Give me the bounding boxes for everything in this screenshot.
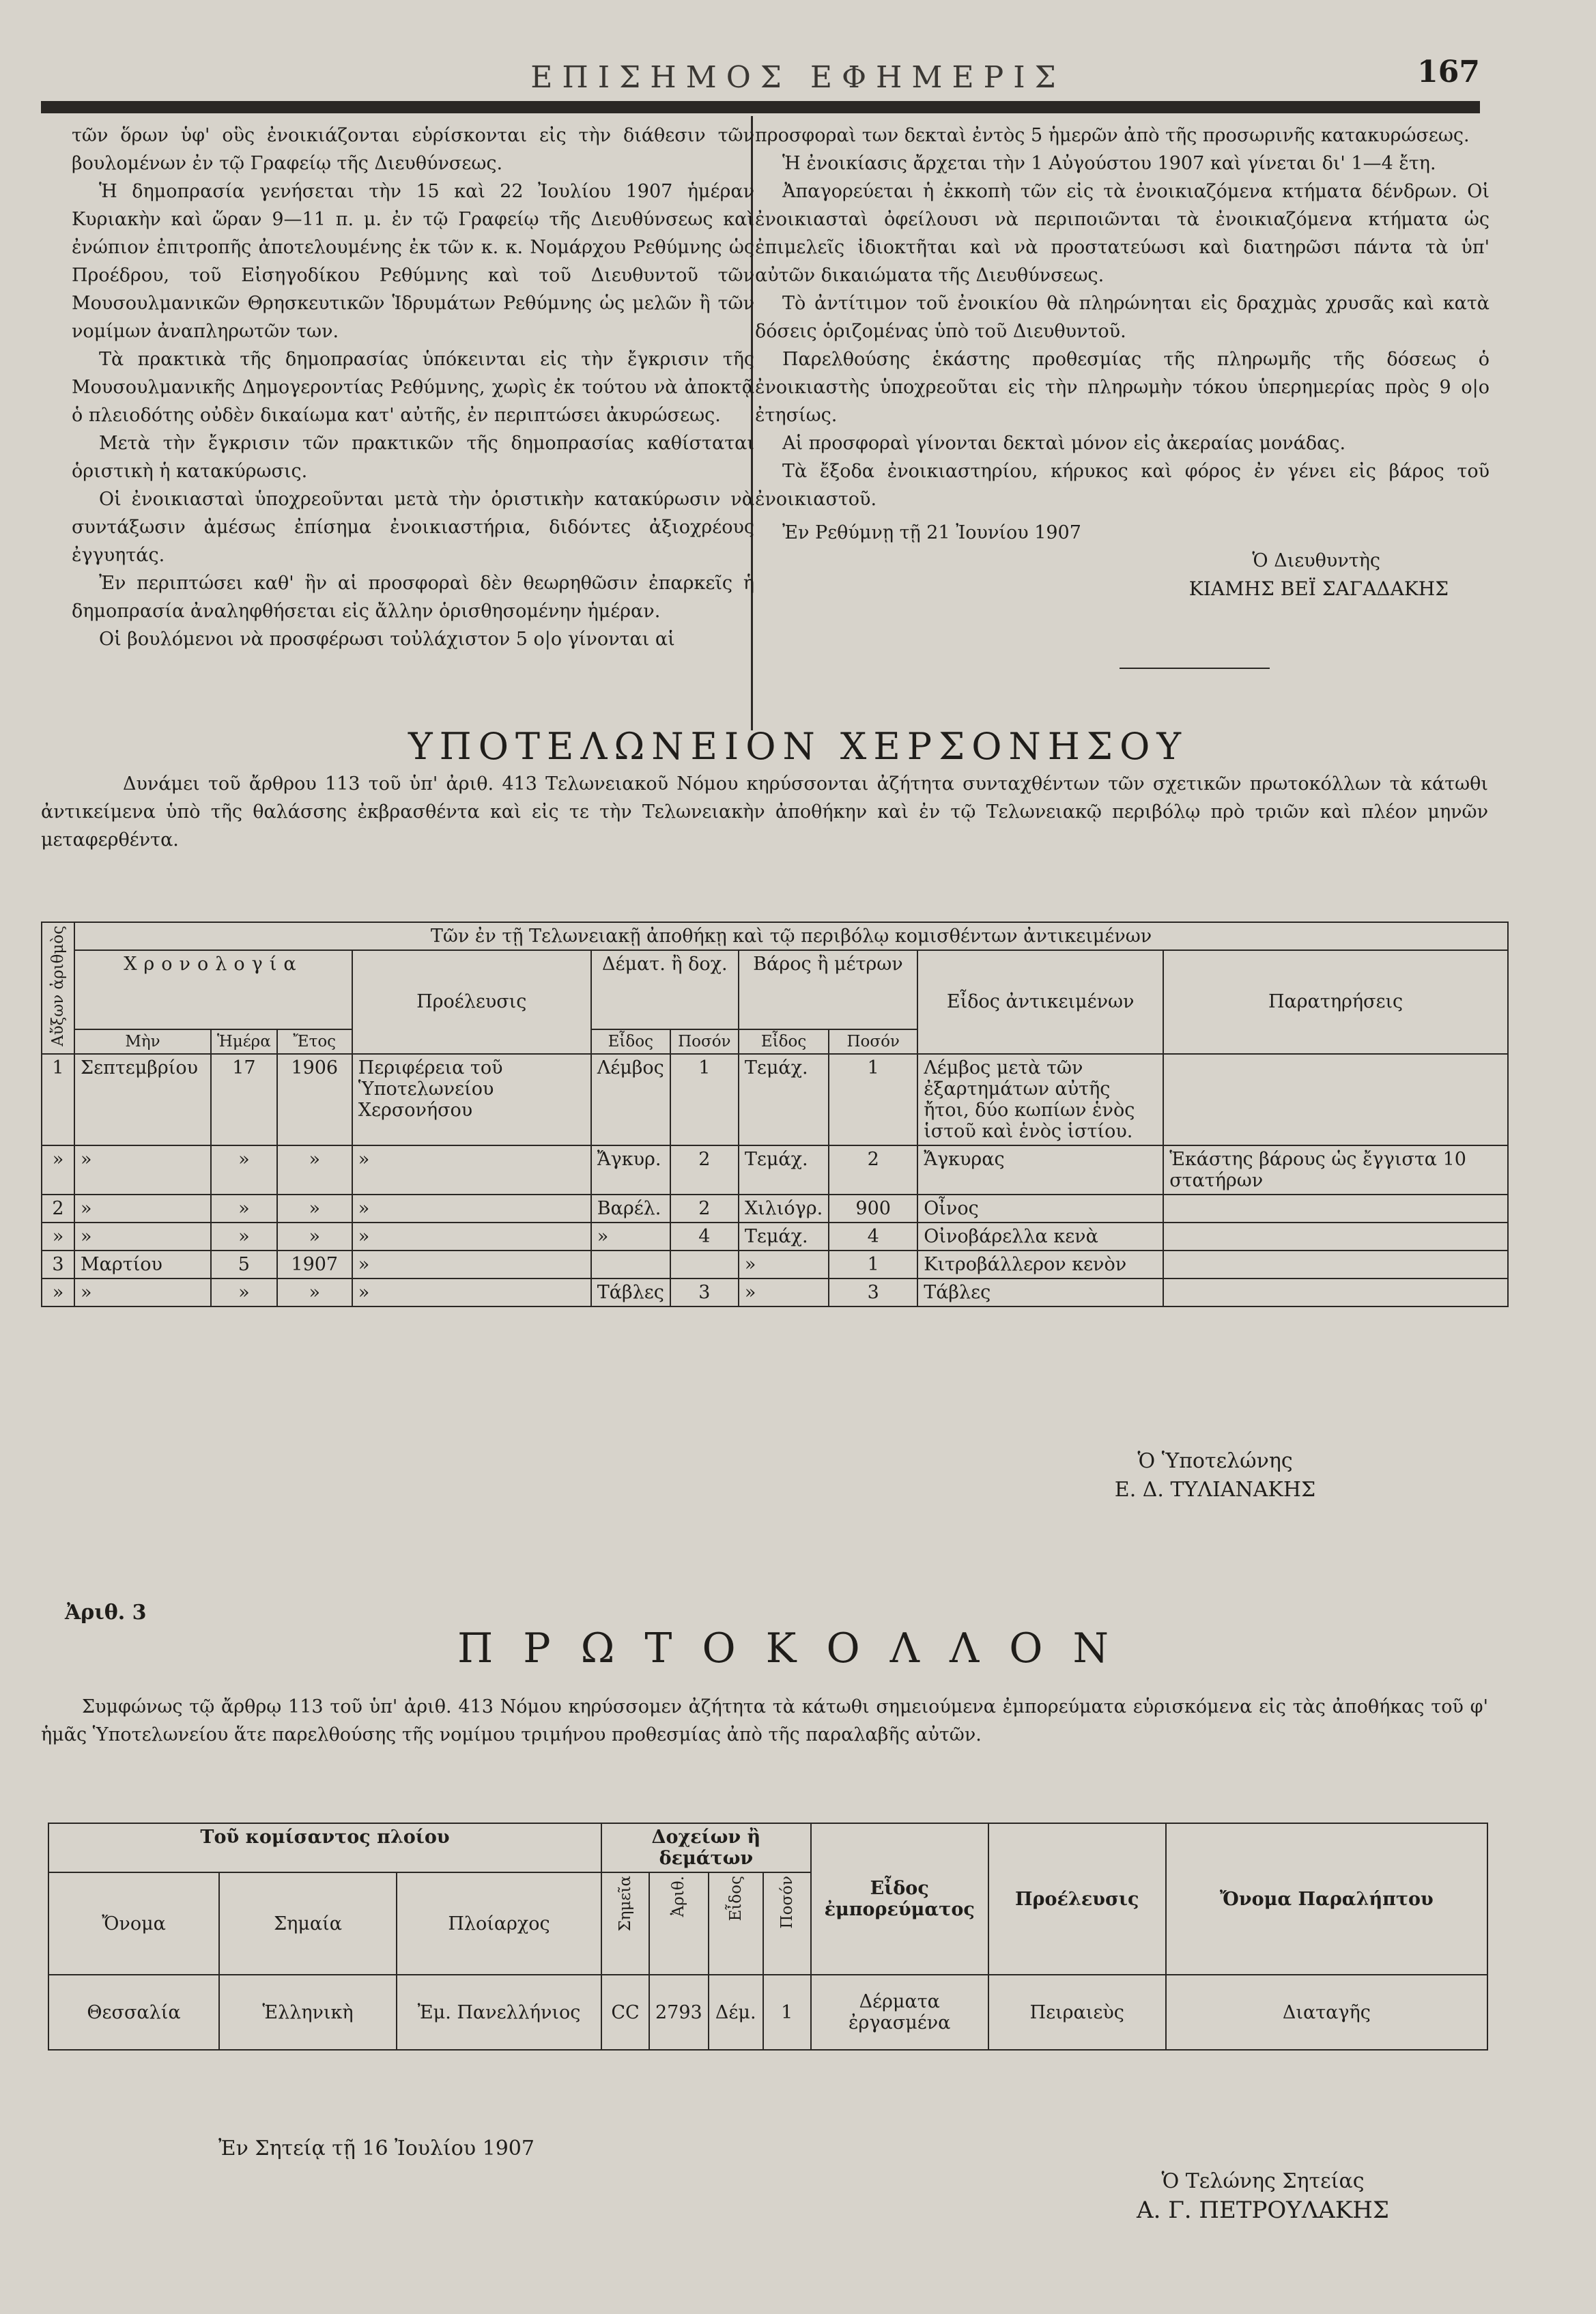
cell-year: » bbox=[277, 1223, 352, 1251]
cell-month: » bbox=[74, 1223, 211, 1251]
cell-notes bbox=[1163, 1279, 1508, 1306]
left-column bbox=[72, 122, 754, 653]
cell-w-qty: 2 bbox=[829, 1145, 917, 1195]
section2-signature bbox=[1051, 2167, 1474, 2225]
signature-role: Ὁ Διευθυντὴς bbox=[1252, 550, 1380, 571]
cell-origin: » bbox=[352, 1251, 591, 1279]
col-chronology: Χρονολογία bbox=[74, 950, 352, 1029]
col-pkg-qty: Ποσόν bbox=[670, 1029, 739, 1054]
cell-w-kind: » bbox=[739, 1279, 829, 1306]
header-origin: Προέλευσις bbox=[988, 1823, 1166, 1975]
cell-kind: Οἰνοβάρελλα κενὰ bbox=[917, 1223, 1163, 1251]
section-title-protocol: ΠΡΩΤΟΚΟΛΛΟΝ bbox=[457, 1625, 1139, 1672]
cell-w-qty: 1 bbox=[829, 1251, 917, 1279]
paragraph: Ἀπαγορεύεται ἡ ἐκκοπὴ τῶν εἰς τὰ ἐνοικιαζόμενα κτήματα δένδρων. Οἱ ἐνοικιασταὶ ὀφείλουσι νὰ περιποιῶνται τὰ ἐνοικιαζόμενα κτήματα ὡς ἐπιμελεῖς ἰδιοκτῆται καὶ νὰ προστατεύωσι καὶ διατηρῶσι πάντα τὰ ὑπ' αὐτῶν δικαιώματα τῆς Διευθύνσεως. bbox=[755, 181, 1490, 286]
goods-table bbox=[48, 1823, 1488, 2051]
cell-w-qty: 4 bbox=[829, 1223, 917, 1251]
paragraph: Παρελθούσης ἑκάστης προθεσμίας τῆς πληρωμῆς τῆς δόσεως ὁ ἐνοικιαστὴς ὑποχρεοῦται εἰς τὴν πληρωμὴν τόκου ὑπερημερίας πρὸς 9 ο|ο ἐτησίως. bbox=[755, 349, 1490, 426]
cell-year: » bbox=[277, 1145, 352, 1195]
record-number: Ἀριθ. 3 bbox=[65, 1601, 147, 1625]
cell-year: 1906 bbox=[277, 1054, 352, 1145]
col-pkg-kind: Εἶδος bbox=[591, 1029, 670, 1054]
header-goods: Εἶδος ἐμπορεύματος bbox=[811, 1823, 988, 1975]
cell-month: Σεπτεμβρίου bbox=[74, 1054, 211, 1145]
col-kind: Εἶδος ἀντικειμένων bbox=[917, 950, 1163, 1054]
cell-day: » bbox=[211, 1223, 277, 1251]
cell-pkg-qty: 3 bbox=[670, 1279, 739, 1306]
cell-aa: 1 bbox=[42, 1054, 74, 1145]
cell-year: 1907 bbox=[277, 1251, 352, 1279]
cell-kind: Ἄγκυρας bbox=[917, 1145, 1163, 1195]
col-month: Μὴν bbox=[74, 1029, 211, 1054]
col-notes: Παρατηρήσεις bbox=[1163, 950, 1508, 1054]
cell-kind: Λέμβος μετὰ τῶν ἐξαρτημάτων αὐτῆς ἤτοι, δύο κωπίων ἑνὸς ἱστοῦ καὶ ἑνὸς ἱστίου. bbox=[917, 1054, 1163, 1145]
cell-day: 5 bbox=[211, 1251, 277, 1279]
cell-origin: Περιφέρεια τοῦ Ὑποτελωνείου Χερσονήσου bbox=[352, 1054, 591, 1145]
cell-w-kind: Τεμάχ. bbox=[739, 1054, 829, 1145]
table-row bbox=[42, 1195, 1508, 1223]
cell-kind: Κιτροβάλλερον κενὸν bbox=[917, 1251, 1163, 1279]
header-rule bbox=[41, 101, 1480, 113]
col-weight: Βάρος ἢ μέτρων bbox=[739, 950, 917, 1029]
col-year: Ἔτος bbox=[277, 1029, 352, 1054]
cell-month: Μαρτίου bbox=[74, 1251, 211, 1279]
table-row bbox=[42, 1251, 1508, 1279]
cell-origin: » bbox=[352, 1223, 591, 1251]
paragraph: Τὸ ἀντίτιμον τοῦ ἐνοικίου θὰ πληρώνηται εἰς δραχμὰς χρυσᾶς καὶ κατὰ δόσεις ὁριζομένας ὑπὸ τοῦ Διευθυντοῦ. bbox=[755, 293, 1490, 342]
cell-day: » bbox=[211, 1279, 277, 1306]
signature-role: Ὁ Ὑποτελώνης bbox=[1137, 1449, 1293, 1473]
paragraph: Ἡ ἐνοικίασις ἄρχεται τὴν 1 Αὐγούστου 1907 καὶ γίνεται δι' 1—4 ἔτη. bbox=[782, 153, 1436, 174]
cell-origin: » bbox=[352, 1279, 591, 1306]
paragraph: Τὰ πρακτικὰ τῆς δημοπρασίας ὑπόκεινται εἰς τὴν ἔγκρισιν τῆς Μουσουλμανικῆς Δημογεροντίας Ρεθύμνης, χωρὶς ἐκ τούτου νὰ ἀποκτᾷ ὁ πλειοδότης οὐδὲν δικαίωμα κατ' αὐτῆς, ἐν περιπτώσει ἀκυρώσεως. bbox=[72, 349, 754, 426]
section-title-hyposteloneio: ΥΠΟΤΕΛΩΝΕΙΟΝ ΧΕΡΣΟΝΗΣΟΥ bbox=[408, 725, 1188, 768]
cell-day: » bbox=[211, 1145, 277, 1195]
cell-pkg-kind: » bbox=[591, 1223, 670, 1251]
cell-w-qty: 1 bbox=[829, 1054, 917, 1145]
signature-name: Ε. Δ. ΤΥΛΙΑΝΑΚΗΣ bbox=[1114, 1478, 1316, 1502]
cell-year: » bbox=[277, 1279, 352, 1306]
cell-origin: Πειραιεὺς bbox=[988, 1975, 1166, 2050]
header-qty: Ποσόν bbox=[778, 1876, 796, 1929]
cell-kind: Οἶνος bbox=[917, 1195, 1163, 1223]
cell-month: » bbox=[74, 1195, 211, 1223]
cell-receiver: Διαταγῆς bbox=[1166, 1975, 1487, 2050]
cell-month: » bbox=[74, 1279, 211, 1306]
cell-name: Θεσσαλία bbox=[48, 1975, 219, 2050]
header-flag: Σημαία bbox=[219, 1872, 397, 1975]
cell-qty: 1 bbox=[763, 1975, 811, 2050]
cell-aa: » bbox=[42, 1223, 74, 1251]
short-rule bbox=[1120, 668, 1270, 669]
section1-signature bbox=[1010, 1447, 1420, 1504]
cell-year: » bbox=[277, 1195, 352, 1223]
header-name: Ὄνομα bbox=[48, 1872, 219, 1975]
cell-notes bbox=[1163, 1223, 1508, 1251]
paragraph: Οἱ ἐνοικιασταὶ ὑποχρεοῦνται μετὰ τὴν ὁριστικὴν κατακύρωσιν νὰ συντάξωσιν ἀμέσως ἐπίσημα ἐνοικιαστήρια, διδόντες ἀξιοχρέους ἐγγυητάς. bbox=[72, 489, 754, 566]
paragraph: Ἡ δημοπρασία γενήσεται τὴν 15 καὶ 22 Ἰουλίου 1907 ἡμέραν Κυριακὴν καὶ ὥραν 9—11 π. μ. ἐν τῷ Γραφείῳ τῆς Διευθύνσεως καὶ ἐνώπιον ἐπιτροπῆς ἀποτελουμένης ἐκ τῶν κ. κ. Νομάρχου Ρεθύμνης ὡς Προέδρου, τοῦ Εἰσηγοδίκου Ρεθύμνης καὶ τοῦ Διευθυντοῦ τῶν Μουσουλμανικῶν Θρησκευτικῶν Ἱδρυμάτων Ρεθύμνης ὡς μελῶν ἢ τῶν νομίμων ἀναπληρωτῶν των. bbox=[72, 181, 754, 342]
paragraph: Μετὰ τὴν ἔγκρισιν τῶν πρακτικῶν τῆς δημοπρασίας καθίσταται ὁριστικὴ ἡ κατακύρωσις. bbox=[72, 433, 754, 482]
cell-pkg-kind bbox=[591, 1251, 670, 1279]
cell-w-kind: Χιλιόγρ. bbox=[739, 1195, 829, 1223]
cell-origin: » bbox=[352, 1195, 591, 1223]
header-receiver: Ὄνομα Παραλήπτου bbox=[1166, 1823, 1487, 1975]
cell-day: 17 bbox=[211, 1054, 277, 1145]
header-kind: Εἶδος bbox=[726, 1876, 745, 1922]
col-aa: Αὔξων ἀριθμὸς bbox=[49, 926, 67, 1046]
place-date: Ἐν Σητείᾳ τῇ 16 Ἰουλίου 1907 bbox=[218, 2137, 535, 2160]
col-weight-qty: Ποσόν bbox=[829, 1029, 917, 1054]
cell-w-qty: 900 bbox=[829, 1195, 917, 1223]
paragraph: προσφοραὶ των δεκταὶ ἐντὸς 5 ἡμερῶν ἀπὸ τῆς προσωρινῆς κατακυρώσεως. bbox=[755, 125, 1470, 146]
cell-kind: Τάβλες bbox=[917, 1279, 1163, 1306]
cell-aa: » bbox=[42, 1279, 74, 1306]
cell-pkg-qty bbox=[670, 1251, 739, 1279]
section2-intro: Συμφώνως τῷ ἄρθρῳ 113 τοῦ ὑπ' ἀριθ. 413 Νόμου κηρύσσομεν ἀζήτητα τὰ κάτωθι σημειούμενα ἐμπορεύματα εὑρισκόμενα εἰς τὰς ἀποθήκας τοῦ φ' ἡμᾶς Ὑποτελωνείου ἅτε παρελθούσης τῆς νομίμου τριμήνου προθεσμίας ἀπὸ τῆς παραλαβῆς αὐτῶν. bbox=[41, 1696, 1488, 1745]
cell-goods: Δέρματα ἐργασμένα bbox=[811, 1975, 988, 2050]
table-row bbox=[42, 1223, 1508, 1251]
header-number: Ἀριθ. bbox=[670, 1876, 688, 1917]
cell-aa: 2 bbox=[42, 1195, 74, 1223]
paragraph: Τὰ ἔξοδα ἐνοικιαστηρίου, κήρυκος καὶ φόρος ἐν γένει εἰς βάρος τοῦ ἐνοικιαστοῦ. bbox=[755, 461, 1490, 510]
cell-pkg-qty: 4 bbox=[670, 1223, 739, 1251]
table-row bbox=[42, 1054, 1508, 1145]
header-packages: Δοχείων ἢ δεμάτων bbox=[601, 1823, 811, 1872]
cell-w-kind: Τεμάχ. bbox=[739, 1223, 829, 1251]
paragraph: Αἱ προσφοραὶ γίνονται δεκταὶ μόνον εἰς ἀκεραίας μονάδας. bbox=[782, 433, 1346, 454]
cell-notes: Ἑκάστης βάρους ὡς ἔγγιστα 10 στατήρων bbox=[1163, 1145, 1508, 1195]
cell-number: 2793 bbox=[649, 1975, 709, 2050]
section1-intro: Δυνάμει τοῦ ἄρθρου 113 τοῦ ὑπ' ἀριθ. 413 Τελωνειακοῦ Νόμου κηρύσσονται ἀζήτητα συνταχθέντων τῶν σχετικῶν πρωτοκόλλων τὰ κάτωθι ἀντικείμενα ὑπὸ τῆς θαλάσσης ἐκβρασθέντα καὶ εἰς τε τὴν Τελωνειακὴν ἀποθήκην καὶ ἐν τῷ Τελωνειακῷ περιβόλῳ πρὸ τριῶν καὶ πλέον μηνῶν μεταφερθέντα. bbox=[41, 773, 1488, 851]
items-table bbox=[41, 922, 1509, 1307]
cell-origin: » bbox=[352, 1145, 591, 1195]
cell-aa: 3 bbox=[42, 1251, 74, 1279]
cell-marks: CC bbox=[601, 1975, 649, 2050]
cell-pkg-qty: 1 bbox=[670, 1054, 739, 1145]
paragraph: τῶν ὅρων ὑφ' οὓς ἐνοικιάζονται εὑρίσκονται εἰς τὴν διάθεσιν τῶν βουλομένων ἐν τῷ Γραφείῳ τῆς Διευθύνσεως. bbox=[72, 125, 754, 174]
cell-pkg-qty: 2 bbox=[670, 1145, 739, 1195]
gazette-title: ΕΠΙΣΗΜΟΣ ΕΦΗΜΕΡΙΣ bbox=[530, 60, 1066, 95]
paragraph: Οἱ βουλόμενοι νὰ προσφέρωσι τοὐλάχιστον 5 ο|ο γίνονται αἱ bbox=[99, 629, 675, 650]
cell-w-kind: Τεμάχ. bbox=[739, 1145, 829, 1195]
cell-aa: » bbox=[42, 1145, 74, 1195]
signature-role: Ὁ Τελώνης Σητείας bbox=[1161, 2169, 1365, 2193]
table-row bbox=[42, 1145, 1508, 1195]
signature-name: Α. Γ. ΠΕΤΡΟΥΛΑΚΗΣ bbox=[1137, 2197, 1389, 2224]
page-number: 167 bbox=[1417, 55, 1480, 89]
cell-pkg-kind: Λέμβος bbox=[591, 1054, 670, 1145]
cell-w-kind: » bbox=[739, 1251, 829, 1279]
place-date: Ἐν Ρεθύμνῃ τῇ 21 Ἰουνίου 1907 bbox=[782, 522, 1081, 543]
cell-flag: Ἑλληνικὴ bbox=[219, 1975, 397, 2050]
col-day: Ἡμέρα bbox=[211, 1029, 277, 1054]
header-captain: Πλοίαρχος bbox=[397, 1872, 601, 1975]
cell-pkg-qty: 2 bbox=[670, 1195, 739, 1223]
cell-notes bbox=[1163, 1195, 1508, 1223]
col-weight-kind: Εἶδος bbox=[739, 1029, 829, 1054]
cell-w-qty: 3 bbox=[829, 1279, 917, 1306]
cell-month: » bbox=[74, 1145, 211, 1195]
cell-kind: Δέμ. bbox=[709, 1975, 763, 2050]
header-ship: Τοῦ κομίσαντος πλοίου bbox=[48, 1823, 601, 1872]
cell-pkg-kind: Τάβλες bbox=[591, 1279, 670, 1306]
cell-pkg-kind: Ἄγκυρ. bbox=[591, 1145, 670, 1195]
paragraph: Ἐν περιπτώσει καθ' ἣν αἱ προσφοραὶ δὲν θεωρηθῶσιν ἐπαρκεῖς ἡ δημοπρασία ἀναληφθήσεται εἰς ἄλλην ὁρισθησομένην ἡμέραν. bbox=[72, 573, 754, 622]
cell-day: » bbox=[211, 1195, 277, 1223]
signature-name: ΚΙΑΜΗΣ ΒΕΪ ΣΑΓΑΔΑΚΗΣ bbox=[1188, 577, 1449, 600]
right-column bbox=[755, 122, 1490, 603]
header-marks: Σημεῖα bbox=[616, 1876, 634, 1932]
table-row bbox=[42, 1279, 1508, 1306]
table-header-top: Τῶν ἐν τῇ Τελωνειακῇ ἀποθήκῃ καὶ τῷ περιβόλῳ κομισθέντων ἀντικειμένων bbox=[74, 922, 1508, 950]
cell-captain: Ἐμ. Πανελλήνιος bbox=[397, 1975, 601, 2050]
col-packages: Δέματ. ἢ δοχ. bbox=[591, 950, 739, 1029]
cell-pkg-kind: Βαρέλ. bbox=[591, 1195, 670, 1223]
cell-notes bbox=[1163, 1251, 1508, 1279]
table-row bbox=[48, 1975, 1487, 2050]
col-origin: Προέλευσις bbox=[352, 950, 591, 1054]
cell-notes bbox=[1163, 1054, 1508, 1145]
